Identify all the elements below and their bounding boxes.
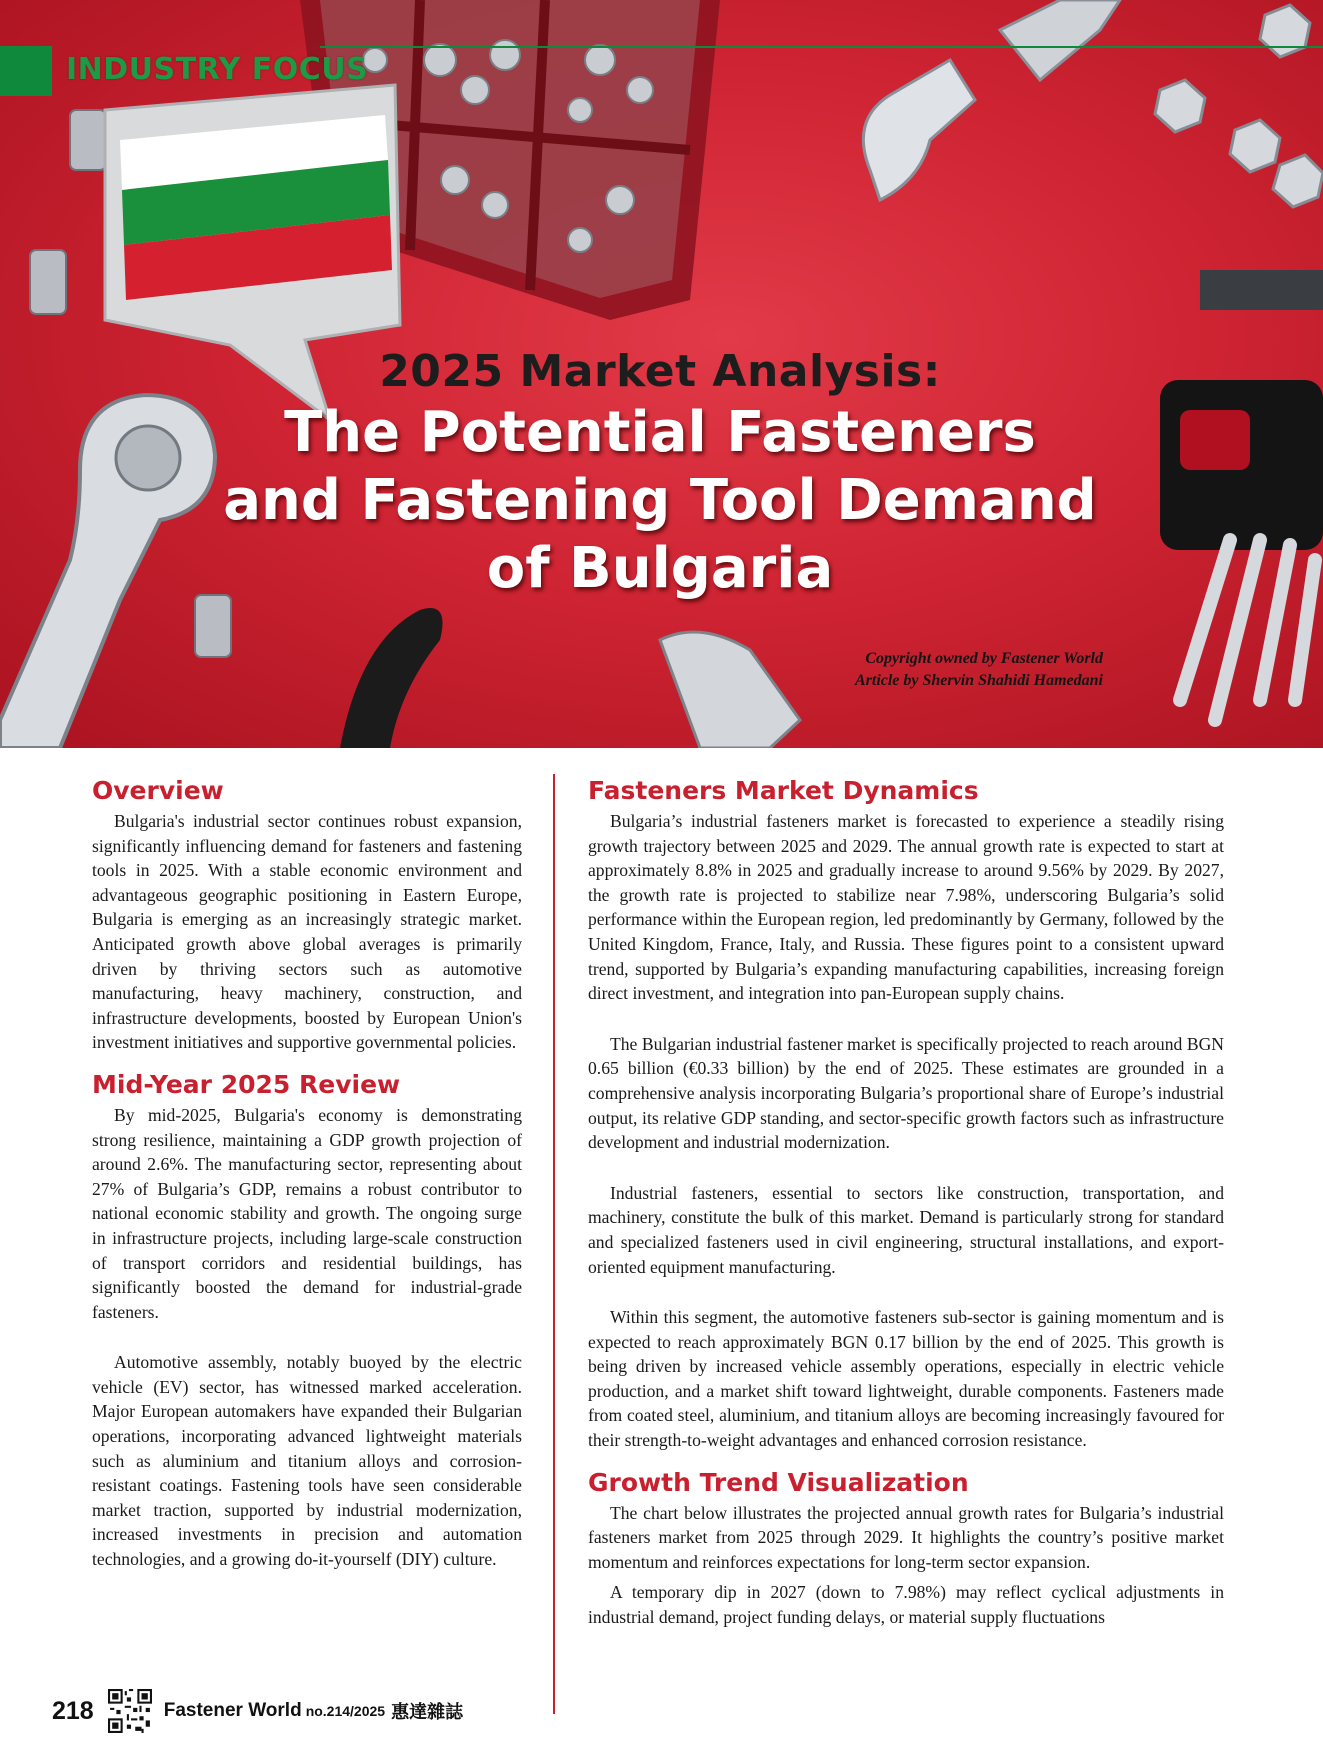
- author-line: Article by Shervin Shahidi Hamedani: [854, 672, 1103, 689]
- tag-green-block: [0, 46, 52, 96]
- growth-paragraph-2: A temporary dip in 2027 (down to 7.98%) may reflect cyclical adjustments in industrial demand, project funding delays, or material supply fluctuations: [588, 1582, 1224, 1628]
- article-credit: [855, 648, 1103, 692]
- title-line-3: and Fastening Tool Demand: [223, 468, 1097, 533]
- pliers-illustration: [340, 608, 800, 748]
- wrench-illustration: [863, 0, 1120, 200]
- qr-code-icon[interactable]: [108, 1689, 152, 1733]
- overview-paragraph: Bulgaria's industrial sector continues robust expansion, significantly influencing demand for fasteners and fastening tools in 2025. With a stable economic environment and advantageous geographic positioning in Eastern Europe, Bulgaria is emerging as an increasingly strategic market. Anticipated growth above global averages is primarily driven by thriving sectors such as automotive manufacturing, heavy machinery, construction, and infrastructure developments, boosted by European Union's investment initiatives and supportive governmental policies.: [92, 811, 522, 1053]
- copyright-line: Copyright owned by Fastener World: [865, 650, 1103, 667]
- magazine-chinese-name: 惠達雜誌: [391, 1702, 464, 1723]
- growth-paragraph-1: The chart below illustrates the projected annual growth rates for Bulgaria’s industrial fasteners market from 2025 through 2029. It highlights the country’s positive market momentum and reinforces expectations for long-term sector expansion.: [588, 1502, 1224, 1572]
- title-line-2: The Potential Fasteners: [284, 400, 1036, 465]
- dynamics-paragraph-4: Within this segment, the automotive fasteners sub-sector is gaining momentum and is expected to reach approximately BGN 0.17 billion by the end of 2025. This growth is being driven by increased vehicle assembly operations, especially in electric vehicle production, and a market shift toward lightweight, durable components. Fasteners made from coated steel, aluminium, and titanium alloys are becoming increasingly favoured for their strength-to-weight advantages and enhanced corrosion resistance.: [588, 1307, 1224, 1451]
- page-footer: [52, 1686, 463, 1736]
- issue-number: no.214/2025: [305, 1703, 386, 1719]
- overview-heading: Overview: [92, 776, 224, 805]
- article-title: [150, 345, 1170, 603]
- column-divider: [553, 774, 555, 1714]
- title-line-1: 2025 Market Analysis:: [379, 346, 941, 397]
- title-line-4: of Bulgaria: [486, 536, 834, 601]
- dynamics-paragraph-2: The Bulgarian industrial fastener market is specifically projected to reach around BGN 0.65 billion (€0.33 billion) by the end of 2025. These estimates are grounded in a comprehensive analysis incorporating Bulgaria’s proportional share of Europe’s industrial output, its relative GDP standing, and sector-specific growth factors such as infrastructure development and industrial modernization.: [588, 1033, 1224, 1153]
- left-column: [92, 775, 522, 1598]
- midyear-paragraph-2: Automotive assembly, notably buoyed by the electric vehicle (EV) sector, has witnessed marked acceleration. Major European automakers have expanded their Bulgarian operations, incorporating advanced lightweight materials such as aluminium and titanium alloys and corrosion-resistant coatings. Fastening tools have seen considerable market traction, supported by industrial modernization, increased investments in precision and automation technologies, and a growing do-it-yourself (DIY) culture.: [92, 1352, 522, 1570]
- hero-banner: [0, 0, 1323, 748]
- growth-heading: Growth Trend Visualization: [588, 1467, 969, 1497]
- midyear-heading: Mid-Year 2025 Review: [92, 1069, 401, 1099]
- section-tag: INDUSTRY FOCUS: [66, 52, 369, 87]
- hex-keys-illustration: [1160, 270, 1323, 720]
- right-column: [588, 775, 1224, 1636]
- midyear-paragraph-1: By mid-2025, Bulgaria's economy is demonstrating strong resilience, maintaining a GDP growth projection of around 2.6%. The manufacturing sector, representing about 27% of Bulgaria’s GDP, remains a robust contributor to national economic stability and growth. The ongoing surge in infrastructure projects, including large-scale construction of transport corridors and residential buildings, has significantly boosted the demand for industrial-grade fasteners.: [92, 1104, 522, 1322]
- nuts-illustration: [1155, 5, 1323, 207]
- tag-rule: [320, 46, 1323, 48]
- magazine-name: Fastener World: [163, 1700, 302, 1721]
- dynamics-heading: Fasteners Market Dynamics: [588, 776, 979, 805]
- section-tag-bar: [0, 46, 1323, 96]
- dynamics-paragraph-3: Industrial fasteners, essential to sectors like construction, transportation, and machinery, constitute the bulk of this market. Demand is particularly strong for standard and specialized fasteners used in civil engineering, structural installations, and export-oriented equipment manufacturing.: [588, 1182, 1224, 1277]
- dynamics-paragraph-1: Bulgaria’s industrial fasteners market is forecasted to experience a steadily rising growth trajectory between 2025 and 2029. The annual growth rate is expected to start at approximately 8.8% in 2025 and gradually increase to around 9.56% by 2029. By 2027, the growth rate is projected to stabilize near 7.98%, underscoring Bulgaria’s solid performance within the European region, led predominantly by Germany, followed by the United Kingdom, France, Italy, and Russia. These figures point to a consistent upward trend, supported by Bulgaria’s expanding manufacturing capabilities, increasing foreign direct investment, and integration into pan-European supply chains.: [588, 811, 1224, 1004]
- page-number: 218: [52, 1696, 94, 1725]
